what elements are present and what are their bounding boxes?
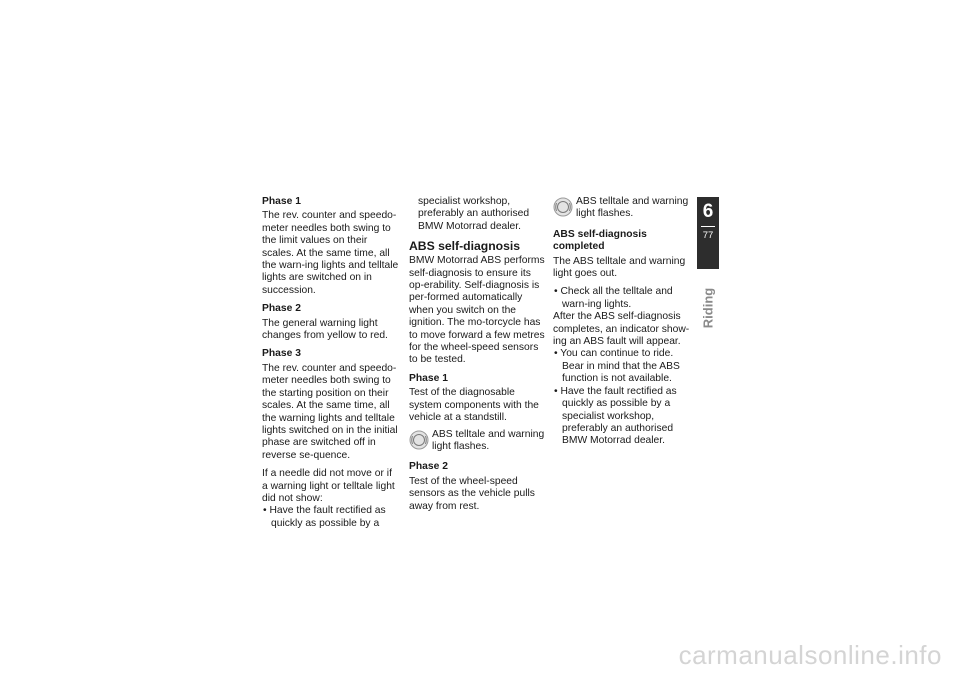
chapter-tab [697, 197, 719, 269]
bullet-item: • Have the fault rectified as quickly as possible by a [263, 505, 386, 529]
phase1-heading: Phase 1 [262, 196, 301, 207]
phase1-text: The rev. counter and speedo-meter needles both swing to the limit values on their scales. At the same time, all the warn-ing lights and telltale lights are switched on in succession. [262, 210, 399, 296]
section-title: ABS self-diagnosis [409, 239, 521, 254]
completed-text: The ABS telltale and warning light goes out. [553, 255, 686, 280]
tab-divider [701, 226, 715, 227]
bullet-text: Have the fault rectified as quickly as possible by a [269, 505, 386, 529]
phase2-heading: Phase 2 [262, 303, 301, 315]
chapter-number: 6 [702, 201, 714, 222]
bullet-text: Have the fault rectified as quickly as possible by a specialist workshop, preferably an authorised BMW Motorrad dealer. [560, 385, 677, 447]
abs-lamp-note [553, 196, 691, 221]
phase2-text: The general warning light changes from yellow to red. [262, 317, 388, 342]
phase2-text: Test of the wheel-speed sensors as the vehicle pulls away from rest. [409, 475, 535, 512]
column-left [262, 196, 400, 530]
bullet-item: • You can continue to ride. Bear in mind that the ABS function is not available. [554, 348, 680, 385]
column-right [553, 196, 691, 448]
bullet-item: • Have the fault rectified as quickly as possible by a specialist workshop, preferably an authorised BMW Motorrad dealer. [554, 385, 677, 447]
intro-text: BMW Motorrad ABS performs self-diagnosis to ensure its op-erability. Self-diagnosis is per-formed automatically when you switch on the ignition. The mo-torcycle has to move forward a few metres for the wheel-speed sensors to be tested. [409, 255, 545, 366]
page-number: 77 [702, 230, 714, 241]
continuation-text: specialist workshop, preferably an authorised BMW Motorrad dealer. [418, 196, 530, 232]
fault-text: If a needle did not move or if a warning light or telltale light did not show: [262, 468, 395, 504]
bullet-text: You can continue to ride. Bear in mind that the ABS function is not available. [560, 348, 680, 385]
phase1-heading: Phase 1 [409, 372, 448, 384]
abs-warning-light-icon [409, 430, 429, 450]
bullet-text: Check all the telltale and warn-ing lights. [560, 286, 673, 310]
column-middle [409, 196, 547, 519]
abs-lamp-note [409, 429, 547, 454]
after-text: After the ABS self-diagnosis completes, an indicator show-ing an ABS fault will appear. [553, 311, 690, 348]
section-label [699, 278, 717, 338]
bullet-item: • Check all the telltale and warn-ing lights. [554, 286, 673, 310]
lamp-text: ABS telltale and warning light flashes. [576, 196, 689, 220]
phase3-text: The rev. counter and speedo-meter needles both swing to the starting position on their scales. At the same time, all the warning lights and telltale lights switched on in the initial phase are switched off in reverse se-quence. [262, 362, 398, 461]
phase2-heading: Phase 2 [409, 461, 448, 473]
lamp-text: ABS telltale and warning light flashes. [432, 428, 545, 452]
watermark: carmanualsonline.info [678, 640, 942, 670]
phase1-text: Test of the diagnosable system components with the vehicle at a standstill. [409, 387, 539, 424]
abs-warning-light-icon [553, 197, 573, 217]
phase3-heading: Phase 3 [262, 348, 301, 360]
section-label-text: Riding [700, 287, 716, 329]
completed-heading: ABS self-diagnosis completed [553, 228, 647, 253]
